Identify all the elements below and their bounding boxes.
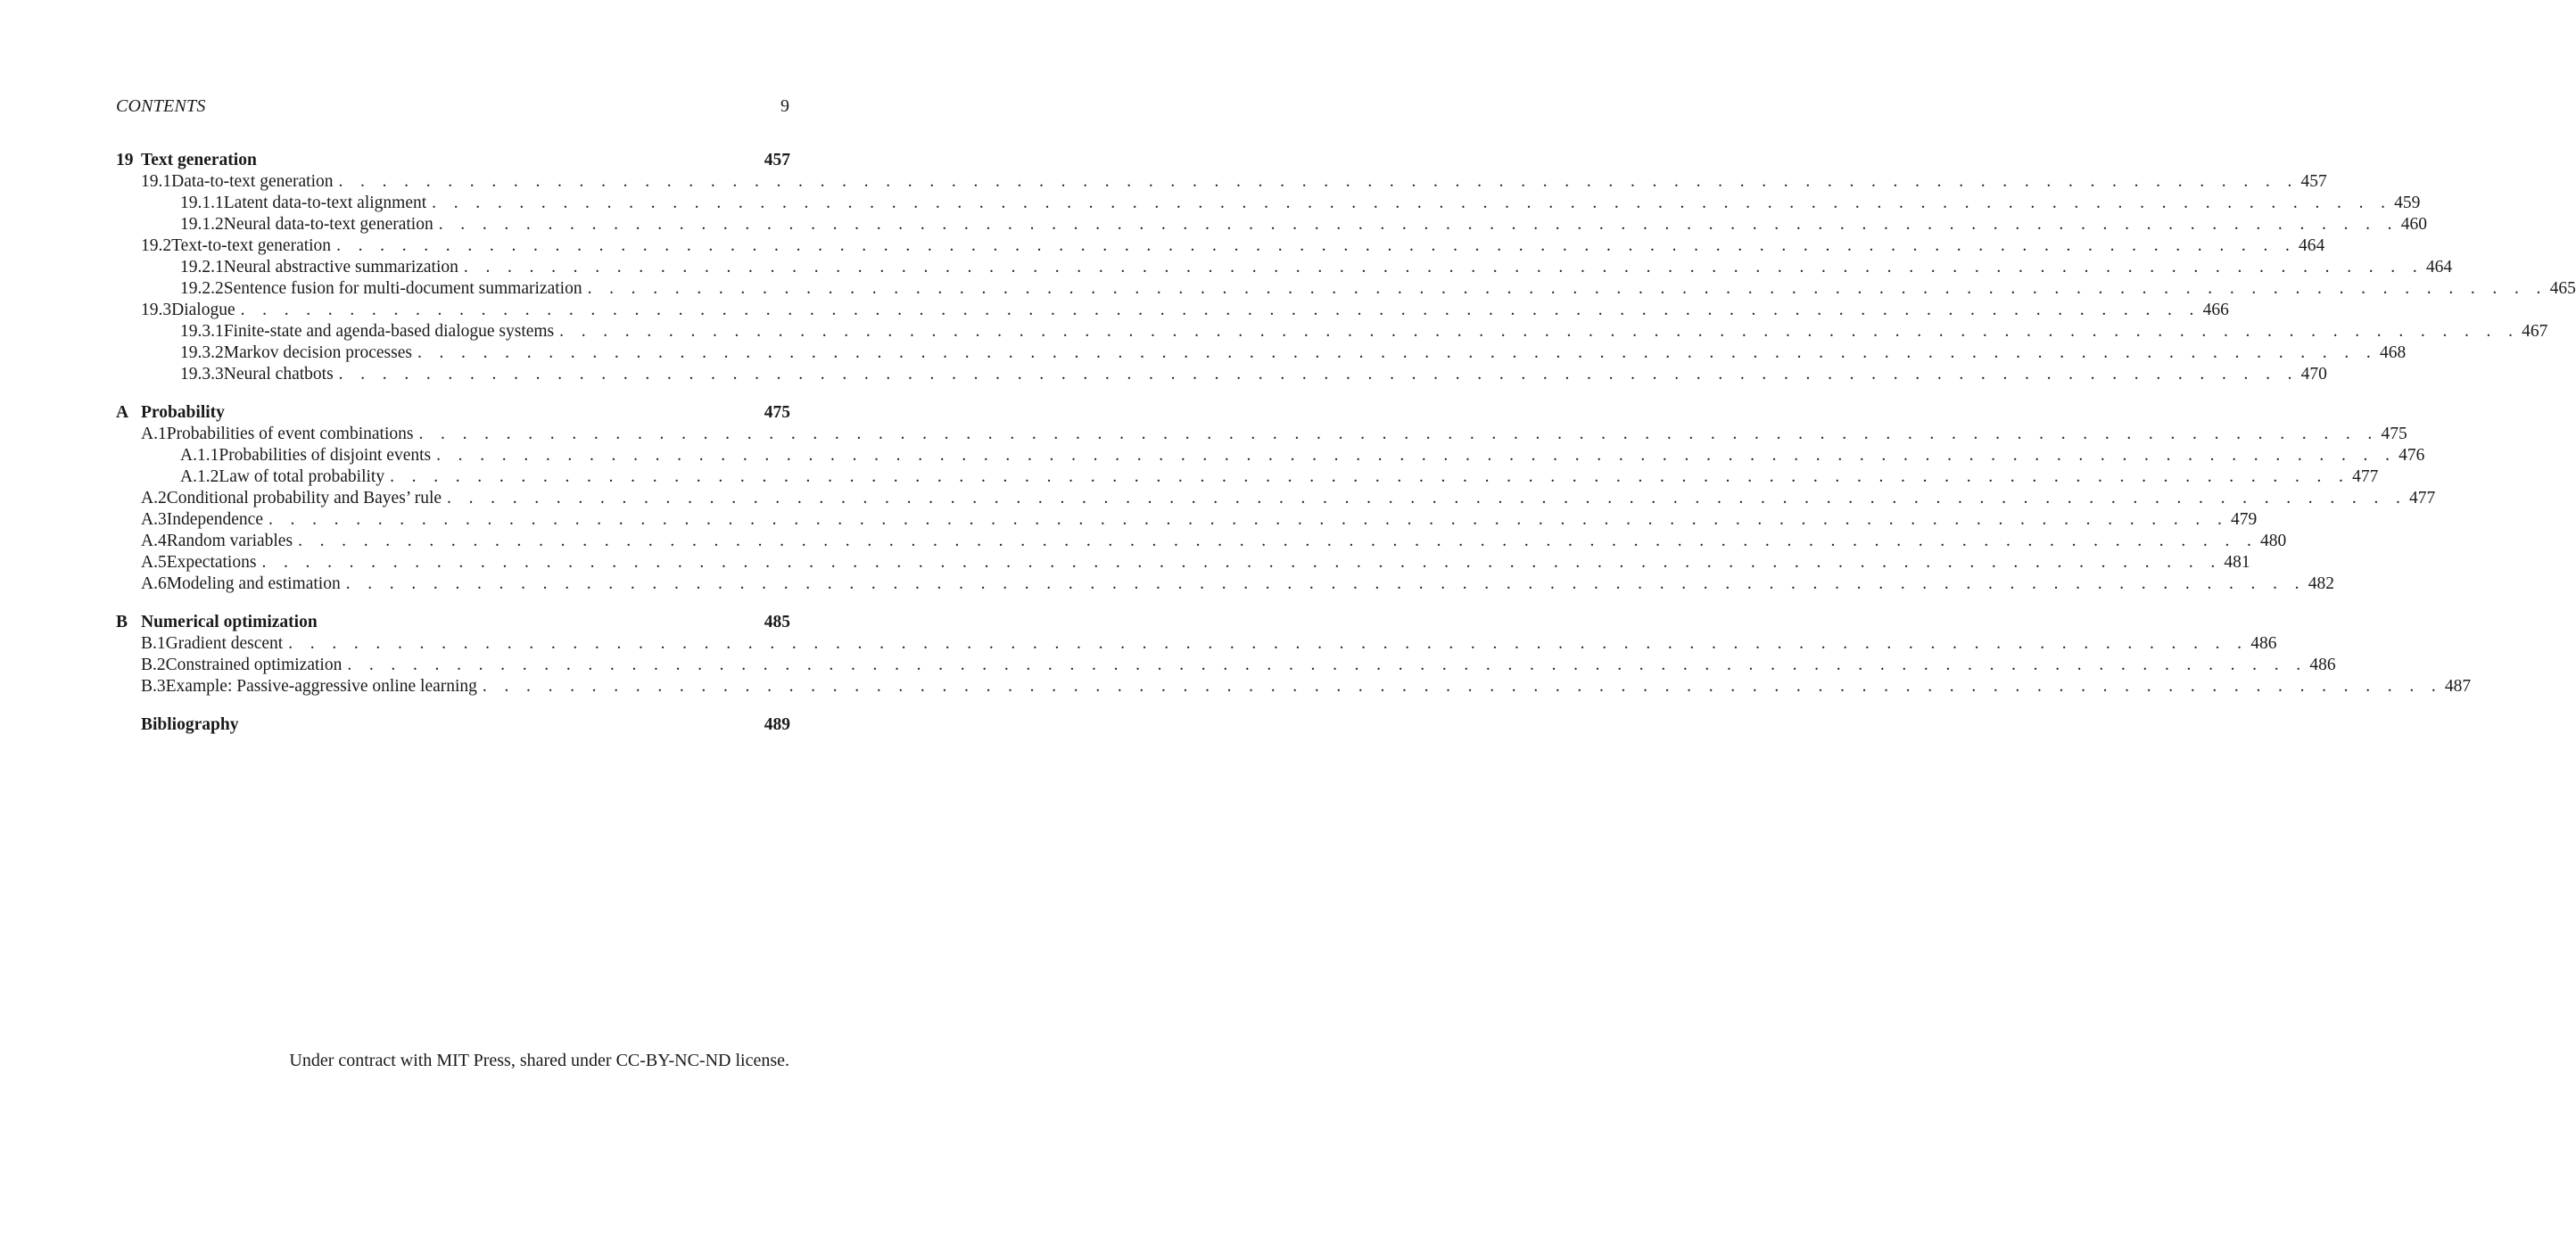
toc-title: Markov decision processes [223,343,412,362]
toc-page-number: 460 [2400,215,2427,234]
toc-number: 19.3.2 [180,343,224,362]
toc-section-entry[interactable] [116,424,2407,445]
toc-title: Law of total probability [219,467,385,486]
toc-page-number: 459 [2394,194,2421,212]
toc-page-number: 464 [2425,258,2453,276]
toc-number: A.1 [141,425,167,443]
toc-title: Probability [141,403,225,422]
dot-leader: . . . . . . . . . . . . . . . . . . . . . . . . . . . . . . . . . . . . . . . . . . . . . . . . . . . . . . . . . . . . . . . . . . . . . . . . . . . . . . . . . . . . . . . . . . [298,532,2258,550]
page-number: 9 [780,96,789,116]
toc-page-number: 470 [2300,365,2327,384]
toc-page-number: 476 [2398,446,2425,465]
dot-leader: . . . . . . . . . . . . . . . . . . . . . . . . . . . . . . . . . . . . . . . . . . . . . . . . . . . . . . . . . . . . . . . . . . . . . . . . . . . . . . . . . . . . . . . . . . [347,656,2308,674]
footer-license: Under contract with MIT Press, shared under CC-BY-NC-ND license. [289,1051,789,1070]
toc-title: Conditional probability and Bayes’ rule [166,489,442,507]
toc-number: 19.1.1 [180,194,224,212]
dot-leader: . . . . . . . . . . . . . . . . . . . . . . . . . . . . . . . . . . . . . . . . . . . . . . . . . . . . . . . . . . . . . . . . . . . . . . . . . . . . . . . . . . . . . . . . . . [438,215,2398,234]
dot-leader: . . . . . . . . . . . . . . . . . . . . . . . . . . . . . . . . . . . . . . . . . . . . . . . . . . . . . . . . . . . . . . . . . . . . . . . . . . . . . . . . . . . . . . . . . . [587,279,2547,298]
table-of-contents [116,150,2576,753]
toc-page-number: 465 [2549,279,2576,298]
toc-chapter-entry[interactable] [116,714,790,736]
dot-leader: . . . . . . . . . . . . . . . . . . . . . . . . . . . . . . . . . . . . . . . . . . . . . . . . . . . . . . . . . . . . . . . . . . . . . . . . . . . . . . . . . . . . . . . . . . [463,258,2424,276]
toc-subsection-entry[interactable] [116,257,2453,278]
dot-leader: . . . . . . . . . . . . . . . . . . . . . . . . . . . . . . . . . . . . . . . . . . . . . . . . . . . . . . . . . . . . . . . . . . . . . . . . . . . . . . . . . . . . . . . . . . [418,425,2379,443]
toc-title: Random variables [166,532,293,550]
dot-leader: . . . . . . . . . . . . . . . . . . . . . . . . . . . . . . . . . . . . . . . . . . . . . . . . . . . . . . . . . . . . . . . . . . . . . . . . . . . . . . . . . . . . . . . . . . [482,677,2443,696]
toc-subsection-entry[interactable] [116,278,2576,300]
toc-chapter-section [116,714,790,736]
toc-number: B.2 [141,656,166,674]
toc-subsection-entry[interactable] [116,342,2407,364]
toc-page-number: 466 [2202,301,2229,319]
dot-leader: . . . . . . . . . . . . . . . . . . . . . . . . . . . . . . . . . . . . . . . . . . . . . . . . . . . . . . . . . . . . . . . . . . . . . . . . . . . . . . . . . . . . . . . . . . [288,634,2249,653]
toc-number: B.3 [141,677,166,696]
dot-leader: . . . . . . . . . . . . . . . . . . . . . . . . . . . . . . . . . . . . . . . . . . . . . . . . . . . . . . . . . . . . . . . . . . . . . . . . . . . . . . . . . . . . . . . . . . [417,343,2378,362]
toc-section-entry[interactable] [116,655,2336,676]
toc-section-entry[interactable] [116,676,2472,697]
toc-section-entry[interactable] [116,509,2258,531]
toc-number: B.1 [141,634,166,653]
toc-chapter-entry[interactable] [116,612,790,633]
toc-title: Neural data-to-text generation [223,215,433,234]
toc-chapter-section [116,402,2436,595]
toc-title: Dialogue [171,301,235,319]
toc-number: 19.2.1 [180,258,224,276]
toc-chapter-entry[interactable] [116,402,790,424]
toc-section-entry[interactable] [116,488,2436,509]
dot-leader: . . . . . . . . . . . . . . . . . . . . . . . . . . . . . . . . . . . . . . . . . . . . . . . . . . . . . . . . . . . . . . . . . . . . . . . . . . . . . . . . . . . . . . . . . . [261,553,2222,572]
toc-page-number: 482 [2308,574,2334,593]
toc-title: Expectations [166,553,257,572]
toc-subsection-entry[interactable] [116,193,2421,214]
toc-page-number: 477 [2352,467,2379,486]
dot-leader: . . . . . . . . . . . . . . . . . . . . . . . . . . . . . . . . . . . . . . . . . . . . . . . . . . . . . . . . . . . . . . . . . . . . . . . . . . . . . . . . . . . . . . . . . . [390,467,2350,486]
toc-title: Latent data-to-text alignment [223,194,427,212]
toc-title: Text generation [141,151,257,169]
toc-page-number: 487 [2444,677,2472,696]
toc-page-number: 481 [2224,553,2250,572]
toc-title: Probabilities of disjoint events [219,446,432,465]
toc-title: Example: Passive-aggressive online learning [165,677,477,696]
toc-section-entry[interactable] [116,552,2250,573]
dot-leader: . . . . . . . . . . . . . . . . . . . . . . . . . . . . . . . . . . . . . . . . . . . . . . . . . . . . . . . . . . . . . . . . . . . . . . . . . . . . . . . . . . . . . . . . . . [240,301,2200,319]
toc-page-number: 485 [764,613,790,631]
toc-page-number: 489 [764,715,790,734]
toc-page-number: 457 [764,151,790,169]
toc-page-number: 477 [2409,489,2436,507]
toc-page-number: 486 [2250,634,2277,653]
toc-number: A.1.2 [180,467,219,486]
running-head [116,95,789,118]
toc-title: Neural abstractive summarization [223,258,458,276]
toc-page-number: 475 [764,403,790,422]
toc-section-entry[interactable] [116,633,2277,655]
toc-number: 19.3.3 [180,365,224,384]
toc-number: A.2 [141,489,167,507]
toc-section-entry[interactable] [116,531,2287,552]
toc-page-number: 457 [2300,172,2327,191]
toc-chapter-entry[interactable] [116,150,790,171]
toc-number: 19.1 [141,172,172,191]
toc-chapter-section [116,150,2576,385]
toc-title: Finite-state and agenda-based dialogue systems [223,322,555,341]
toc-number: 19.3.1 [180,322,224,341]
toc-title: Constrained optimization [165,656,343,674]
dot-leader: . . . . . . . . . . . . . . . . . . . . . . . . . . . . . . . . . . . . . . . . . . . . . . . . . . . . . . . . . . . . . . . . . . . . . . . . . . . . . . . . . . . . . . . . . . [559,322,2520,341]
toc-page-number: 486 [2309,656,2336,674]
toc-number: A.4 [141,532,167,550]
toc-section-entry[interactable] [116,235,2325,257]
toc-number: 19.3 [141,301,172,319]
toc-title: Sentence fusion for multi-document summarization [223,279,582,298]
toc-subsection-entry[interactable] [116,364,2327,385]
toc-number: B [116,613,128,631]
toc-section-entry[interactable] [116,300,2229,321]
dot-leader: . . . . . . . . . . . . . . . . . . . . . . . . . . . . . . . . . . . . . . . . . . . . . . . . . . . . . . . . . . . . . . . . . . . . . . . . . . . . . . . . . . . . . . . . . . [268,510,2229,529]
toc-title: Modeling and estimation [166,574,341,593]
toc-title: Neural chatbots [223,365,334,384]
toc-page-number: 475 [2381,425,2407,443]
toc-chapter-section [116,612,2472,697]
dot-leader: . . . . . . . . . . . . . . . . . . . . . . . . . . . . . . . . . . . . . . . . . . . . . . . . . . . . . . . . . . . . . . . . . . . . . . . . . . . . . . . . . . . . . . . . . . [345,574,2306,593]
toc-page-number: 468 [2379,343,2407,362]
dot-leader: . . . . . . . . . . . . . . . . . . . . . . . . . . . . . . . . . . . . . . . . . . . . . . . . . . . . . . . . . . . . . . . . . . . . . . . . . . . . . . . . . . . . . . . . . . [336,236,2297,255]
dot-leader: . . . . . . . . . . . . . . . . . . . . . . . . . . . . . . . . . . . . . . . . . . . . . . . . . . . . . . . . . . . . . . . . . . . . . . . . . . . . . . . . . . . . . . . . . . [338,365,2299,384]
toc-number: 19 [116,151,134,169]
toc-subsection-entry[interactable] [116,214,2427,235]
toc-number: A.5 [141,553,167,572]
toc-title: Data-to-text generation [171,172,334,191]
toc-page-number: 480 [2260,532,2287,550]
toc-page-number: 467 [2522,322,2548,341]
toc-number: 19.2 [141,236,172,255]
toc-title: Bibliography [141,715,239,734]
toc-title: Independence [166,510,263,529]
toc-subsection-entry[interactable] [116,466,2379,488]
toc-subsection-entry[interactable] [116,321,2548,342]
toc-section-entry[interactable] [116,573,2334,595]
running-head-title: CONTENTS [116,96,206,116]
dot-leader: . . . . . . . . . . . . . . . . . . . . . . . . . . . . . . . . . . . . . . . . . . . . . . . . . . . . . . . . . . . . . . . . . . . . . . . . . . . . . . . . . . . . . . . . . . [447,489,2407,507]
toc-subsection-entry[interactable] [116,445,2425,466]
toc-number: A.1.1 [180,446,219,465]
toc-page-number: 464 [2299,236,2325,255]
dot-leader: . . . . . . . . . . . . . . . . . . . . . . . . . . . . . . . . . . . . . . . . . . . . . . . . . . . . . . . . . . . . . . . . . . . . . . . . . . . . . . . . . . . . . . . . . . [436,446,2397,465]
toc-number: 19.1.2 [180,215,224,234]
toc-title: Text-to-text generation [171,236,332,255]
toc-title: Numerical optimization [141,613,318,631]
dot-leader: . . . . . . . . . . . . . . . . . . . . . . . . . . . . . . . . . . . . . . . . . . . . . . . . . . . . . . . . . . . . . . . . . . . . . . . . . . . . . . . . . . . . . . . . . . [432,194,2392,212]
toc-number: A.3 [141,510,167,529]
dot-leader: . . . . . . . . . . . . . . . . . . . . . . . . . . . . . . . . . . . . . . . . . . . . . . . . . . . . . . . . . . . . . . . . . . . . . . . . . . . . . . . . . . . . . . . . . . [338,172,2299,191]
toc-number: 19.2.2 [180,279,224,298]
toc-number: A [116,403,129,422]
toc-page-number: 479 [2230,510,2258,529]
toc-title: Probabilities of event combinations [166,425,414,443]
toc-section-entry[interactable] [116,171,2327,193]
toc-number: A.6 [141,574,167,593]
toc-title: Gradient descent [165,634,284,653]
